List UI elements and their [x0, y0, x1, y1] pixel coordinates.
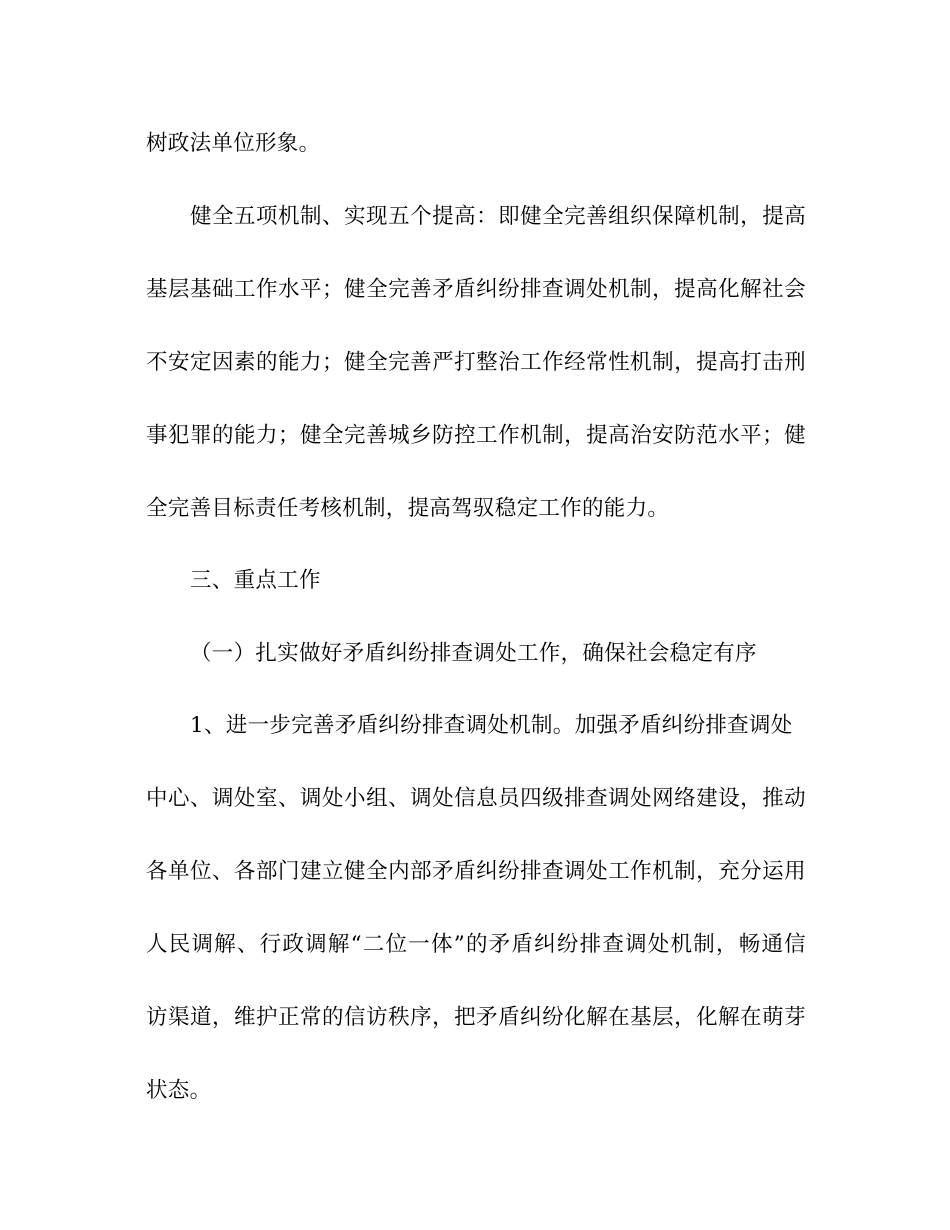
paragraph-line: 访渠道，维护正常的信访秩序，把矛盾纠纷化解在基层，化解在萌芽 [146, 1005, 806, 1030]
paragraph-line: 人民调解、行政调解“二位一体”的矛盾纠纷排查调处机制，畅通信 [146, 932, 806, 957]
section-heading: 三、重点工作 [190, 568, 321, 593]
paragraph-line: 事犯罪的能力；健全完善城乡防控工作机制，提高治安防范水平；健 [146, 423, 806, 448]
paragraph-line: 各单位、各部门建立健全内部矛盾纠纷排查调处工作机制，充分运用 [146, 859, 806, 884]
paragraph-line: 树政法单位形象。 [146, 131, 321, 156]
paragraph-line: 不安定因素的能力；健全完善严打整治工作经常性机制，提高打击刑 [146, 350, 806, 375]
paragraph-line: 健全五项机制、实现五个提高：即健全完善组织保障机制，提高 [190, 204, 806, 229]
paragraph-line: 1、进一步完善矛盾纠纷排查调处机制。加强矛盾纠纷排查调处 [190, 713, 793, 738]
paragraph-line: 基层基础工作水平；健全完善矛盾纠纷排查调处机制，提高化解社会 [146, 277, 806, 302]
paragraph-line: 状态。 [146, 1078, 212, 1103]
paragraph-line: 全完善目标责任考核机制，提高驾驭稳定工作的能力。 [146, 496, 670, 521]
subsection-heading: （一）扎实做好矛盾纠纷排查调处工作，确保社会稳定有序 [190, 641, 757, 666]
paragraph-line: 中心、调处室、调处小组、调处信息员四级排查调处网络建设，推动 [146, 786, 806, 811]
